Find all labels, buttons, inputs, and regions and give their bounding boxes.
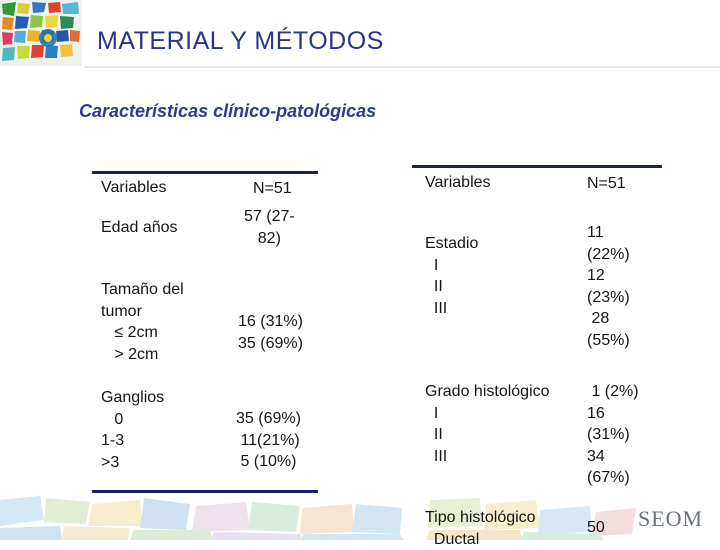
header-rule [84, 66, 720, 68]
left-row-variable: Ganglios 0 1-3 >3 [101, 389, 165, 471]
right-table-top-rule [412, 165, 662, 168]
seom-logo: SEOM [638, 506, 704, 531]
mosaic-logo [0, 0, 82, 66]
left-header-variables: Variables [101, 179, 167, 196]
left-row-value: 35 (69%) 11(21%) 5 (10%) [236, 410, 301, 470]
right-header-variables: Variables [425, 174, 491, 191]
right-row-value: 1 (2%) 16 (31%) 34 (67%) [587, 383, 639, 486]
slide-subtitle: Características clínico-patológicas [79, 101, 377, 121]
left-row-variable: Tamaño del tumor ≤ 2cm > 2cm [101, 281, 184, 363]
left-table-top-rule [92, 171, 318, 174]
left-table-bottom-rule [92, 490, 318, 493]
right-row-variable: Tipo histológico Ductal [425, 509, 536, 548]
left-row-value: 57 (27- 82) [244, 208, 295, 247]
left-row-value: 16 (31%) 35 (69%) [238, 313, 303, 352]
left-header-n: N=51 [253, 180, 292, 197]
right-row-value: 50 [587, 519, 605, 536]
right-row-variable: Grado histológico I II III [425, 383, 550, 465]
right-row-value: 11 (22%) 12 (23%) 28 (55%) [587, 224, 630, 349]
left-row-variable: Edad años [101, 219, 178, 236]
slide-title: MATERIAL Y MÉTODOS [97, 27, 384, 55]
right-header-n: N=51 [587, 175, 626, 192]
right-row-variable: Estadio I II III [425, 235, 479, 317]
